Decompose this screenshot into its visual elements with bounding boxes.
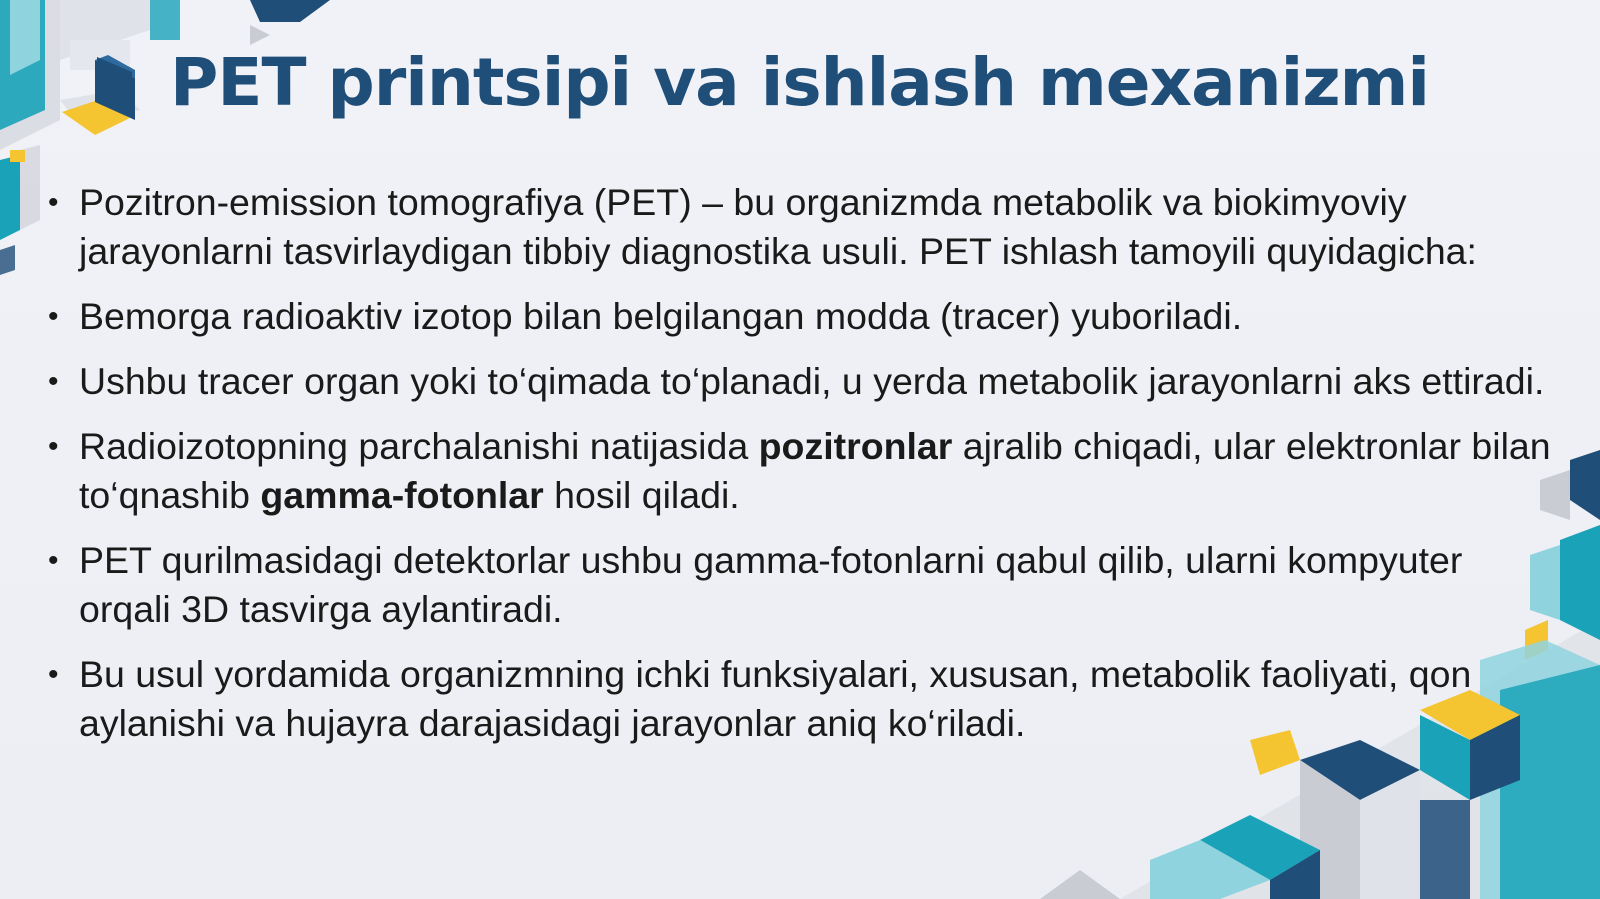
slide-title: PET printsipi va ishlash mexanizmi bbox=[170, 44, 1430, 121]
bullet-text-part: Radioizotopning parchalanishi natijasida bbox=[79, 425, 759, 467]
bullet-item bbox=[44, 422, 1554, 520]
bullet-text: Bu usul yordamida organizmning ichki funksiyalari, xususan, metabolik faoliyati, qon aylanishi va hujayra darajasidagi jarayonlar aniq ko‘riladi. bbox=[79, 653, 1472, 744]
bullet-text-part: ajralib chiqadi, ular elektronlar bilan to‘qnashib bbox=[79, 425, 1551, 516]
bullet-marker: • bbox=[48, 430, 59, 463]
bullet-text: Pozitron-emission tomografiya (PET) – bu organizmda metabolik va biokimyoviy jarayonlarni tasvirlaydigan tibbiy diagnostika usuli. PET ishlash tamoyili quyidagicha: bbox=[79, 181, 1477, 272]
bullet-marker: • bbox=[48, 658, 59, 691]
bullet-item bbox=[44, 536, 1554, 634]
bullet-item bbox=[44, 650, 1554, 748]
bullet-item bbox=[44, 357, 1554, 406]
bullet-text: Bemorga radioaktiv izotop bilan belgilangan modda (tracer) yuboriladi. bbox=[79, 295, 1243, 337]
bullet-item bbox=[44, 292, 1554, 341]
bullet-marker: • bbox=[48, 365, 59, 398]
bullet-text: PET qurilmasidagi detektorlar ushbu gamma-fotonlarni qabul qilib, ularni kompyuter orqali 3D tasvirga aylantiradi. bbox=[79, 539, 1463, 630]
bullet-text: Ushbu tracer organ yoki to‘qimada to‘planadi, u yerda metabolik jarayonlarni aks ettiradi. bbox=[79, 360, 1545, 402]
bullet-list bbox=[44, 178, 1554, 764]
bold-term-pozitronlar: pozitronlar bbox=[758, 425, 953, 467]
bullet-marker: • bbox=[48, 544, 59, 577]
bullet-item bbox=[44, 178, 1554, 276]
bold-term-gamma-fotonlar: gamma-fotonlar bbox=[260, 474, 544, 516]
bullet-marker: • bbox=[48, 186, 59, 219]
bullet-marker: • bbox=[48, 300, 59, 333]
bullet-text-part: hosil qiladi. bbox=[543, 474, 740, 516]
